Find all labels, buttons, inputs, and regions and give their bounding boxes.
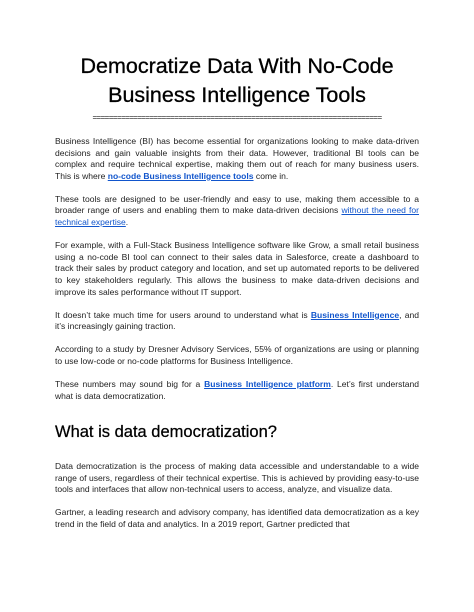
section-heading: What is data democratization? (55, 423, 277, 442)
paragraph-text: It doesn’t take much time for users around to understand what is (55, 309, 311, 320)
paragraph-text: These numbers may sound big for a (55, 379, 205, 389)
paragraph-intro (55, 136, 419, 182)
title-line-1: Democratize Data With No-Code (80, 54, 394, 78)
paragraph-text: , and it’s increasingly gaining traction. (55, 309, 420, 332)
technical-expertise-link[interactable]: without the need for technical expertise (55, 205, 419, 228)
paragraph-text: These tools are designed to be user-friendly and easy to use, making them accessible to a broader range of users and enabling them to make data-driven decisions (55, 193, 419, 216)
document-title (55, 52, 419, 110)
business-intelligence-link[interactable]: Business Intelligence (310, 309, 400, 320)
paragraph-user-friendly (55, 194, 419, 229)
title-separator: ======================================================================= (92, 113, 382, 122)
paragraph-text: . Let’s first understand what is data democratization. (55, 379, 419, 401)
title-line-2: Business Intelligence Tools (108, 83, 366, 107)
paragraph-gartner: Gartner, a leading research and advisory company, has identified data democratization as a key trend in the field of data and analytics. In a 2019 report, Gartner predicted that (55, 507, 419, 530)
paragraph-study: According to a study by Dresner Advisory Services, 55% of organizations are using or planning to use low-code or no-code platforms for Business Intelligence. (55, 344, 419, 366)
paragraph-text: . (125, 217, 129, 228)
no-code-bi-tools-link[interactable]: no-code Business Intelligence tools (107, 170, 254, 181)
document-page (55, 52, 419, 531)
paragraph-example: For example, with a Full-Stack Business Intelligence software like Grow, a small retail business using a no-code BI tool can connect to their sales data in Salesforce, create a dashboard to track their sales by product category and location, and set up automated reports to be delivered to key stakeholders regularly. This allows the business to make data-driven decisions and improve its sales performance without IT support. (55, 240, 419, 297)
paragraph-text: Business Intelligence (BI) has become essential for organizations looking to make data-driven decisions and gain valuable insights from their data. However, traditional BI tools can be complex and require technical expertise, making them out of reach for many business users. This is where (55, 136, 419, 181)
paragraph-definition: Data democratization is the process of making data accessible and understandable to a wide range of users, regardless of their technical expertise. This is achieved by providing easy-to-use tools and interfaces that allow non-technical users to access, analyze, and visualize data. (55, 461, 419, 495)
paragraph-text: come in. (253, 170, 289, 181)
paragraph-numbers (55, 379, 419, 402)
bi-platform-link[interactable]: Business Intelligence platform (204, 379, 331, 389)
paragraph-traction (55, 310, 419, 333)
